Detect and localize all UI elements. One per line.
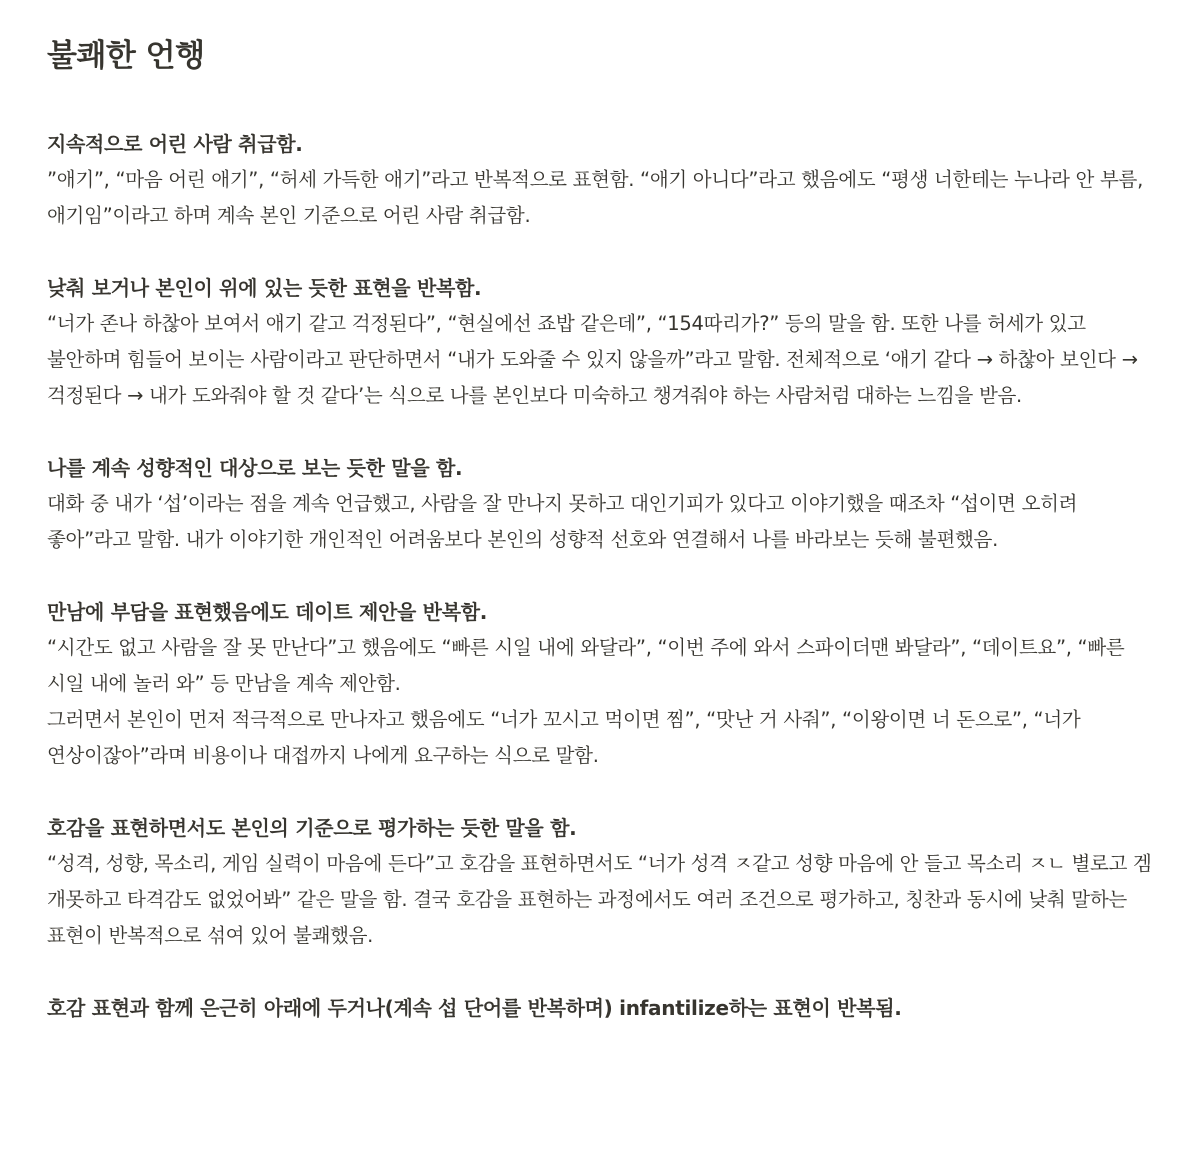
section-heading: 만남에 부담을 표현했음에도 데이트 제안을 반복함. (47, 600, 488, 624)
section-sexual-object (47, 450, 1157, 558)
section-paragraph: 그러면서 본인이 먼저 적극적으로 만나자고 했음에도 “너가 꼬시고 먹이면 찜”, “맛난 거 사줘”, “이왕이면 너 돈으로”, “너가 연상이잖아”라며 비용이나 대접까지 나에게 요구하는 식으로 말함. (47, 708, 1081, 767)
section-heading: 지속적으로 어린 사람 취급함. (47, 132, 303, 156)
section-repeated-dates (47, 594, 1157, 774)
section-summary (47, 990, 1157, 1026)
section-paragraph: ”애기”, “마음 어린 애기”, “허세 가득한 애기”라고 반복적으로 표현함. “애기 아니다”라고 했음에도 “평생 너한테는 누나라 안 부름, 애기임”이라고 하며 계속 본인 기준으로 어린 사람 취급함. (47, 168, 1143, 227)
section-evaluation (47, 810, 1157, 954)
section-heading: 나를 계속 성향적인 대상으로 보는 듯한 말을 함. (47, 456, 463, 480)
section-looking-down (47, 270, 1157, 414)
section-heading: 낮춰 보거나 본인이 위에 있는 듯한 표현을 반복함. (47, 276, 482, 300)
section-paragraph: “시간도 없고 사람을 잘 못 만난다”고 했음에도 “빠른 시일 내에 와달라”, “이번 주에 와서 스파이더맨 봐달라”, “데이트요”, “빠른 시일 내에 놀러 와” 등 만남을 계속 제안함. (47, 636, 1125, 695)
page-title: 불쾌한 언행 (47, 38, 205, 74)
section-paragraph: “너가 존나 하찮아 보여서 애기 같고 걱정된다”, “현실에선 죠밥 같은데”, “154따리가?” 등의 말을 함. 또한 나를 허세가 있고 불안하며 힘들어 보이는 사람이라고 판단하면서 “내가 도와줄 수 있지 않을까”라고 말함. 전체적으로 ‘애기 같다 → 하찮아 보인다 → 걱정된다 → 내가 도와줘야 할 것 같다’는 식으로 나를 본인보다 미숙하고 챙겨줘야 하는 사람처럼 대하는 느낌을 받음. (47, 312, 1138, 407)
section-childish-treatment (47, 126, 1157, 234)
section-heading: 호감 표현과 함께 은근히 아래에 두거나(계속 섭 단어를 반복하며) infantilize하는 표현이 반복됨. (47, 996, 902, 1020)
section-paragraph: “성격, 성향, 목소리, 게임 실력이 마음에 든다”고 호감을 표현하면서도 “너가 성격 ㅈ같고 성향 마음에 안 들고 목소리 ㅈㄴ 별로고 겜 개못하고 타격감도 없었어봐” 같은 말을 함. 결국 호감을 표현하는 과정에서도 여러 조건으로 평가하고, 칭찬과 동시에 낮춰 말하는 표현이 반복적으로 섞여 있어 불쾌했음. (47, 852, 1152, 947)
document-page (47, 34, 1157, 1062)
section-heading: 호감을 표현하면서도 본인의 기준으로 평가하는 듯한 말을 함. (47, 816, 577, 840)
section-paragraph: 대화 중 내가 ‘섭’이라는 점을 계속 언급했고, 사람을 잘 만나지 못하고 대인기피가 있다고 이야기했을 때조차 “섭이면 오히려 좋아”라고 말함. 내가 이야기한 개인적인 어려움보다 본인의 성향적 선호와 연결해서 나를 바라보는 듯해 불편했음. (47, 492, 1078, 551)
